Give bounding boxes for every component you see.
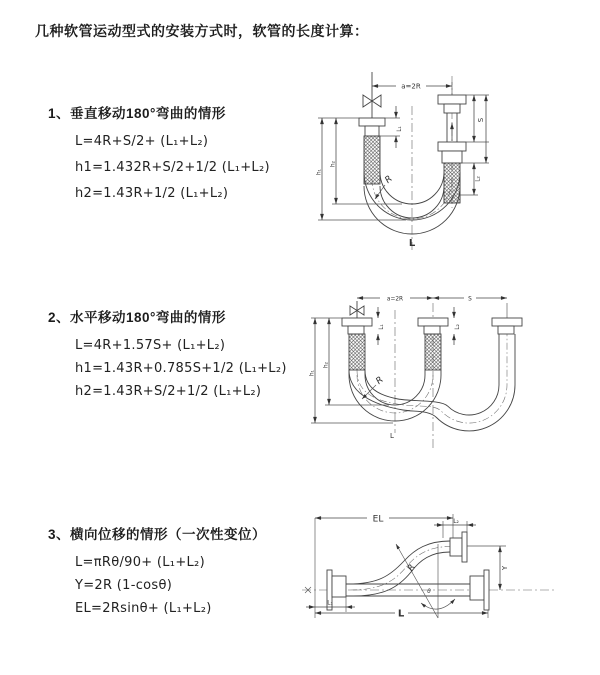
radius-construction xyxy=(396,544,455,618)
dim-l2 xyxy=(460,163,482,195)
dim-label-l2: L₂ xyxy=(475,176,482,182)
formula-line: EL=2Rsinθ+ (L₁+L₂) xyxy=(75,601,212,616)
dim-l2 xyxy=(434,519,476,538)
dim-l1 xyxy=(378,307,385,345)
dim-l2 xyxy=(454,307,461,345)
dim-label-el: EL xyxy=(372,514,384,525)
section-3 xyxy=(48,523,266,624)
formula-line: L=πRθ/90+ (L₁+L₂) xyxy=(75,555,205,570)
dim-label-h1: h₁ xyxy=(316,169,323,175)
diagram-horizontal-180-bend xyxy=(303,283,600,458)
dim-label-l2: L₂ xyxy=(455,324,461,330)
right-pipe xyxy=(438,95,466,203)
dim-label-l1: L₁ xyxy=(379,324,385,330)
dim-s xyxy=(460,95,489,163)
dim-label-a2r: a=2R xyxy=(386,296,404,303)
dim-label-h2: h₂ xyxy=(330,161,337,167)
dim-label-a2r: a=2R xyxy=(401,82,421,91)
section-1-formulas xyxy=(75,134,270,201)
section-3-heading: 3、横向位移的情形（一次性变位） xyxy=(48,527,267,542)
radius-label: R xyxy=(406,562,418,574)
radius-label: R xyxy=(374,375,386,387)
section-2-heading: 2、水平移动180°弯曲的情形 xyxy=(48,310,226,325)
formula-line: h1=1.43R+0.785S+1/2 (L₁+L₂) xyxy=(75,361,287,376)
right-flange xyxy=(470,570,489,610)
dim-el xyxy=(315,512,453,618)
upper-flange xyxy=(450,532,467,562)
dim-l xyxy=(315,607,488,620)
dim-l1 xyxy=(380,106,403,148)
dim-label-l: L xyxy=(408,238,416,249)
dim-label-y: Y xyxy=(501,565,509,571)
dim-a2r xyxy=(372,81,452,95)
middle-pipe xyxy=(418,318,448,370)
dim-label-l1: L₁ xyxy=(327,600,333,607)
section-1 xyxy=(48,102,270,212)
formula-line: Y=2R (1-cosθ) xyxy=(75,578,173,593)
left-pipe xyxy=(359,72,385,184)
section-2-formulas xyxy=(75,338,287,399)
hose-braid-middle xyxy=(425,334,441,370)
dim-label-s: S xyxy=(468,296,472,303)
formula-line: L=4R+S/2+ (L₁+L₂) xyxy=(75,134,209,149)
dim-h1-h2 xyxy=(317,118,407,220)
hose-braid-left xyxy=(364,136,380,184)
dim-label-h1: h₁ xyxy=(309,370,316,376)
page-title: 几种软管运动型式的安装方式时，软管的长度计算： xyxy=(35,23,369,39)
angle-label: θ xyxy=(427,589,431,595)
dim-label-l: L xyxy=(397,608,405,620)
formula-line: h2=1.43R+S/2+1/2 (L₁+L₂) xyxy=(75,384,262,399)
formula-line: h1=1.432R+S/2+1/2 (L₁+L₂) xyxy=(75,160,270,175)
dim-label-h2: h₂ xyxy=(323,362,330,368)
dim-label-l: L xyxy=(390,432,394,440)
hose-braid-left xyxy=(349,334,365,370)
diagram-lateral-displacement xyxy=(298,500,598,665)
left-pipe xyxy=(342,301,372,370)
dim-label-s: S xyxy=(477,117,485,123)
dim-s xyxy=(433,294,507,303)
section-3-formulas xyxy=(75,555,266,616)
dim-a2r xyxy=(357,294,433,303)
section-1-heading: 1、垂直移动180°弯曲的情形 xyxy=(48,106,226,121)
section-2 xyxy=(48,306,287,407)
dim-label-l2: L₂ xyxy=(453,519,459,525)
dim-label-l1: L₁ xyxy=(397,126,403,132)
formula-line: h2=1.43R+1/2 (L₁+L₂) xyxy=(75,186,229,201)
diagram-vertical-180-bend xyxy=(310,68,600,263)
radius-label: R xyxy=(383,174,395,186)
formula-line: L=4R+1.57S+ (L₁+L₂) xyxy=(75,338,226,353)
hose-braid-right xyxy=(444,163,460,203)
right-pipe xyxy=(492,303,522,334)
